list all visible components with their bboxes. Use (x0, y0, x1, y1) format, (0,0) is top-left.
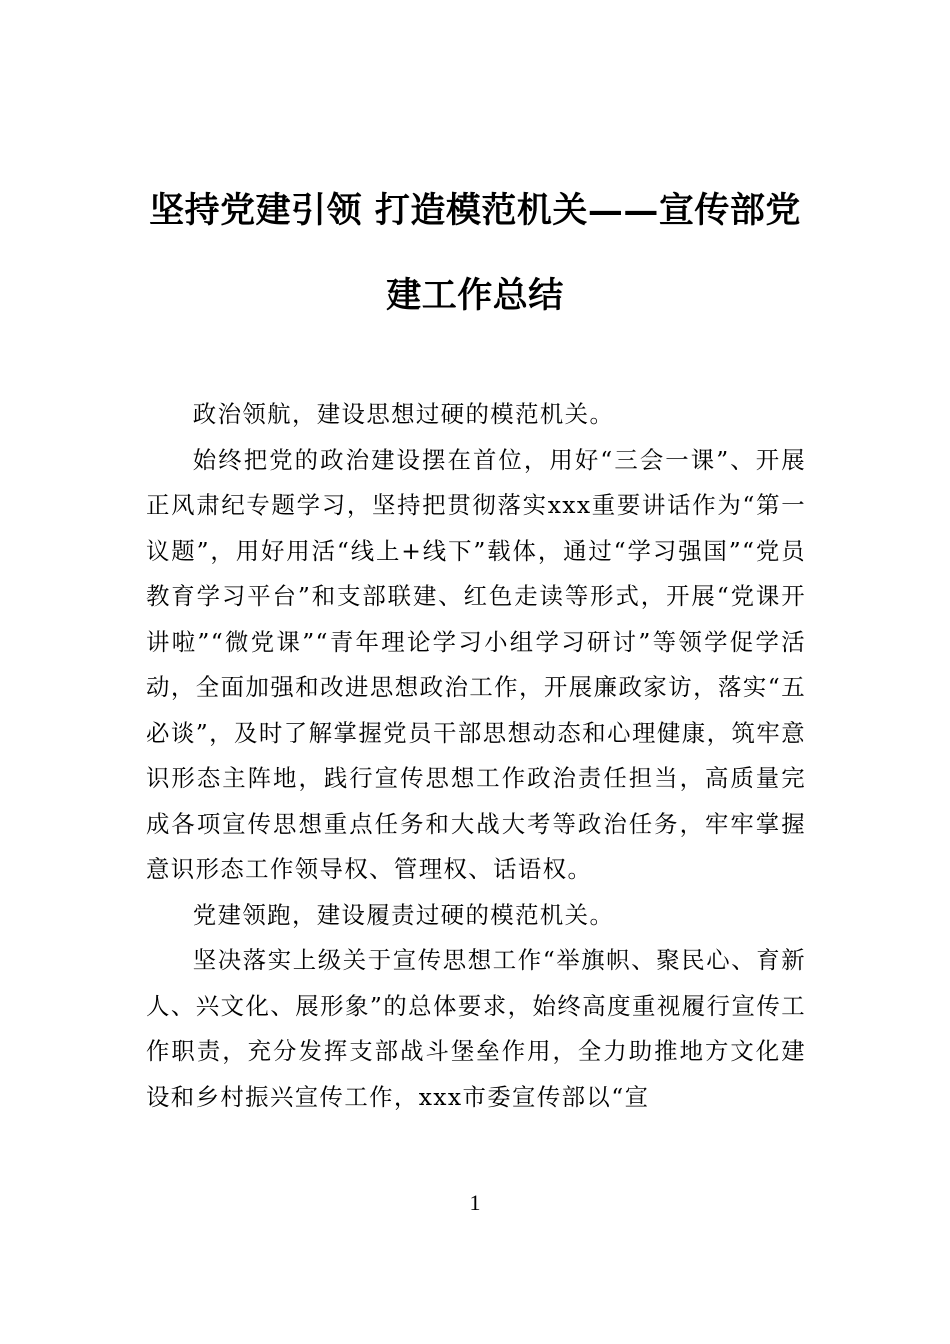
page-number: 1 (469, 1190, 481, 1215)
document-title (120, 168, 830, 338)
title-line-1: 坚持党建引领 打造模范机关——宣传部党 (149, 190, 801, 231)
section-heading-party-building: 党建领跑，建设履责过硬的模范机关。 (192, 900, 615, 929)
body-paragraph: 坚决落实上级关于宣传思想工作“举旗帜、聚民心、育新人、兴文化、展形象”的总体要求，始终高度重视履行宣传工作职责，充分发挥支部战斗堡垒作用，全力助推地方文化建设和乡村振兴宣传工作，xxx市委宣传部以“宣 (146, 946, 806, 1111)
section-heading-political: 政治领航，建设思想过硬的模范机关。 (192, 400, 615, 428)
document-body (146, 392, 806, 1120)
body-paragraph: 始终把党的政治建设摆在首位，用好“三会一课”、开展正风肃纪专题学习，坚持把贯彻落实xxx重要讲话作为“第一议题”，用好用活“线上+线下”载体，通过“学习强国”“党员教育学习平台”和支部联建、红色走读等形式，开展“党课开讲啦”“微党课”“青年理论学习小组学习研讨”等领学促学活动，全面加强和改进思想政治工作，开展廉政家访，落实“五必谈”，及时了解掌握党员干部思想动态和心理健康，筑牢意识形态主阵地，践行宣传思想工作政治责任担当，高质量完成各项宣传思想重点任务和大战大考等政治任务，牢牢掌握意识形态工作领导权、管理权、话语权。 (146, 445, 806, 883)
title-line-2: 建工作总结 (386, 275, 564, 316)
